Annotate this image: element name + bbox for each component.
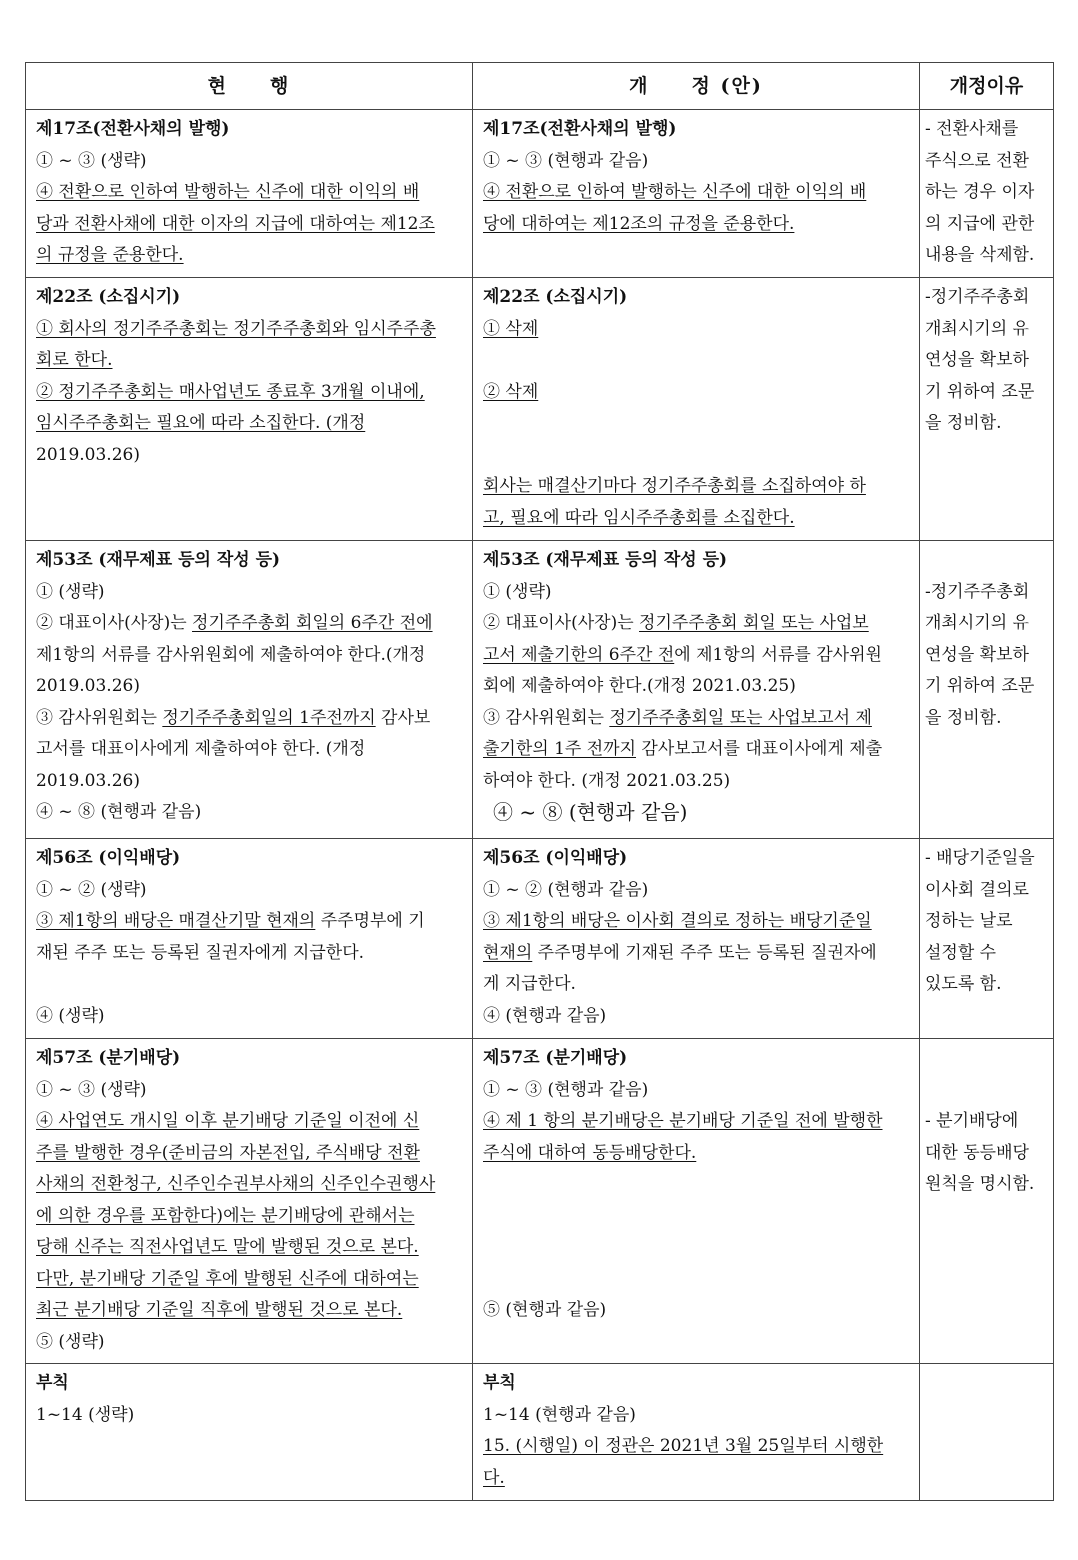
article-title: 제53조 (재무제표 등의 작성 등)	[483, 550, 728, 570]
table-row	[26, 110, 1054, 278]
table-row	[26, 839, 1054, 1039]
article-title: 제56조 (이익배당)	[36, 848, 181, 868]
revised-cell	[473, 110, 920, 278]
reason-cell	[920, 1364, 1054, 1501]
clause-line: 1~14 (현행과 같음)	[483, 1404, 636, 1425]
current-cell	[26, 839, 473, 1039]
clause-text: 에 제1항의 서류를 감사위원	[674, 644, 882, 665]
clause-line: 재된 주주 또는 등록된 질권자에게 지급한다.	[36, 942, 365, 963]
reason-line: 을 정비함.	[925, 707, 1002, 728]
reason-cell	[920, 839, 1054, 1039]
amended-text: 최근 분기배당 기준일 직후에 발행된 것으로 본다.	[36, 1300, 403, 1320]
reason-line: 원칙을 명시함.	[925, 1174, 1035, 1194]
clause-line: ① (생략)	[36, 581, 105, 602]
amended-text: 주를 발행한 경우(준비금의 자본전입, 주식배당 전환	[36, 1142, 420, 1163]
reason-line: 있도록 함.	[925, 974, 1002, 994]
amended-text: ② 삭제	[483, 381, 539, 402]
reason-line: 이사회 결의로	[925, 879, 1029, 900]
clause-line: ④ ~ ⑧ (현행과 같음)	[36, 802, 202, 822]
clause-line: 고서를 대표이사에게 제출하여야 한다. (개정	[36, 739, 366, 759]
article-title: 제17조(전환사채의 발행)	[483, 119, 677, 139]
clause-text: 감사보	[375, 707, 431, 728]
article-title: 제57조 (분기배당)	[36, 1048, 181, 1068]
clause-line: ④ ~ ⑧ (현행과 같음)	[493, 800, 688, 824]
clause-line: 2019.03.26)	[36, 676, 140, 696]
clause-text: ③ 감사위원회는	[483, 707, 610, 728]
amended-text: ③ 제1항의 배당은 이사회 결의로 정하는 배당기준일	[483, 911, 872, 931]
reason-line: 정하는 날로	[925, 911, 1013, 931]
header-reason: 개정이유	[920, 63, 1054, 110]
clause-line: 2019.03.26)	[36, 770, 140, 791]
amended-text: 고, 필요에 따라 임시주주총회를 소집한다.	[483, 507, 795, 528]
current-cell	[26, 1364, 473, 1501]
table-row	[26, 278, 1054, 541]
revised-cell	[473, 278, 920, 541]
current-cell	[26, 110, 473, 278]
article-title: 제53조 (재무제표 등의 작성 등)	[36, 550, 281, 570]
reason-line: 주식으로 전환	[925, 150, 1029, 171]
amended-text: 고서 제출기한의 6주간 전	[483, 644, 675, 665]
article-title: 제56조 (이익배당)	[483, 848, 628, 868]
amended-text: 다만, 분기배당 기준일 후에 발행된 신주에 대하여는	[36, 1268, 419, 1289]
clause-line: ④ (생략)	[36, 1005, 105, 1026]
reason-line: 설정할 수	[925, 942, 997, 963]
reason-line: - 전환사채를	[925, 119, 1019, 139]
amended-text: 다.	[483, 1467, 505, 1488]
clause-line: 게 지급한다.	[483, 974, 576, 994]
revised-cell	[473, 1039, 920, 1364]
amended-text: ① 삭제	[483, 318, 539, 339]
reason-line: 연성을 확보하	[925, 350, 1029, 370]
amended-text: 정기주주총회일의 1주전까지	[162, 707, 376, 728]
clause-line: 제1항의 서류를 감사위원회에 제출하여야 한다.(개정	[36, 644, 426, 665]
clause-line: 하여야 한다. (개정 2021.03.25)	[483, 770, 731, 791]
clause-text: ② 대표이사(사장)는	[483, 613, 640, 633]
article-title: 부칙	[36, 1373, 69, 1393]
amended-text: ④ 전환으로 인하여 발행하는 신주에 대한 이익의 배	[36, 182, 420, 202]
amended-text: 정기주주총회 회일 또는 사업보	[639, 613, 869, 633]
clause-text: ② 대표이사(사장)는	[36, 613, 193, 633]
header-revised: 개 정 (안)	[473, 63, 920, 110]
amended-text: 임시주주총회는 필요에 따라 소집한다. (개정	[36, 413, 366, 433]
header-row	[26, 63, 1054, 110]
reason-line: 내용을 삭제함.	[925, 245, 1035, 265]
amended-text: ④ 사업연도 개시일 이후 분기배당 기준일 이전에 신	[36, 1111, 420, 1131]
amended-text: 출기한의 1주 전까지	[483, 739, 636, 759]
clause-line: ④ (현행과 같음)	[483, 1005, 607, 1026]
clause-line: ⑤ (생략)	[36, 1331, 105, 1352]
article-title: 제17조(전환사채의 발행)	[36, 119, 230, 139]
amended-text: 현재의	[483, 942, 533, 963]
current-cell	[26, 1039, 473, 1364]
amendment-comparison-table	[25, 62, 1054, 1501]
amended-text: 회사는 매결산기마다 정기주주총회를 소집하여야 하	[483, 476, 866, 496]
clause-text: 주주명부에 기재된 주주 또는 등록된 질권자에	[532, 942, 877, 963]
reason-cell	[920, 1039, 1054, 1364]
amended-text: ④ 전환으로 인하여 발행하는 신주에 대한 이익의 배	[483, 182, 867, 202]
reason-line: 기 위하여 조문	[925, 381, 1035, 402]
reason-line: 개최시기의 유	[925, 318, 1029, 339]
reason-line: - 배당기준일을	[925, 848, 1035, 868]
table-row	[26, 1364, 1054, 1501]
clause-line: ① ~ ③ (현행과 같음)	[483, 150, 649, 171]
amended-text: ④ 제 1 항의 분기배당은 분기배당 기준일 전에 발행한	[483, 1111, 883, 1131]
amended-text: 정기주주총회 회일의 6주간 전에	[192, 613, 433, 633]
reason-line: 의 지급에 관한	[925, 213, 1035, 234]
article-title: 제57조 (분기배당)	[483, 1048, 628, 1068]
clause-text: ③ 감사위원회는	[36, 707, 163, 728]
article-title: 제22조 (소집시기)	[483, 287, 628, 307]
amended-text: ② 정기주주총회는 매사업년도 종료후 3개월 이내에,	[36, 381, 425, 402]
article-title: 제22조 (소집시기)	[36, 287, 181, 307]
amended-text: 당과 전환사채에 대한 이자의 지급에 대하여는 제12조	[36, 213, 435, 234]
amended-text: 15. (시행일) 이 정관은 2021년 3월 25일부터 시행한	[483, 1436, 884, 1456]
table-row	[26, 1039, 1054, 1364]
reason-line: 연성을 확보하	[925, 644, 1029, 665]
reason-line: 하는 경우 이자	[925, 182, 1035, 202]
current-cell	[26, 541, 473, 839]
article-title: 부칙	[483, 1373, 516, 1393]
reason-line: 대한 동등배당	[925, 1142, 1029, 1163]
clause-line: ⑤ (현행과 같음)	[483, 1300, 607, 1320]
reason-cell	[920, 278, 1054, 541]
amended-text: 당에 대하여는 제12조의 규정을 준용한다.	[483, 213, 795, 234]
amended-text: 의 규정을 준용한다.	[36, 245, 184, 265]
revised-cell	[473, 541, 920, 839]
reason-cell	[920, 541, 1054, 839]
clause-line: ① ~ ② (현행과 같음)	[483, 879, 649, 900]
clause-text: 감사보고서를 대표이사에게 제출	[636, 739, 883, 759]
reason-line: 개최시기의 유	[925, 613, 1029, 633]
amended-text: ① 회사의 정기주주총회는 정기주주총회와 임시주주총	[36, 318, 436, 339]
amended-text: ③ 제1항의 배당은 매결산기말 현재의	[36, 911, 316, 931]
clause-line: ① ~ ③ (생략)	[36, 1079, 147, 1100]
revised-cell	[473, 839, 920, 1039]
reason-line: 기 위하여 조문	[925, 676, 1035, 696]
amended-text: 정기주주총회일 또는 사업보고서 제	[609, 707, 872, 728]
reason-line: - 분기배당에	[925, 1111, 1019, 1131]
table-row	[26, 541, 1054, 839]
header-current: 현 행	[26, 63, 473, 110]
current-cell	[26, 278, 473, 541]
clause-line: ① ~ ③ (현행과 같음)	[483, 1079, 649, 1100]
amended-text: 사채의 전환청구, 신주인수권부사채의 신주인수권행사	[36, 1174, 436, 1194]
reason-line: -정기주주총회	[925, 581, 1030, 602]
reason-line: 을 정비함.	[925, 413, 1002, 433]
clause-line: 회에 제출하여야 한다.(개정 2021.03.25)	[483, 676, 796, 696]
revised-cell	[473, 1364, 920, 1501]
clause-line: ① ~ ③ (생략)	[36, 150, 147, 171]
reason-cell	[920, 110, 1054, 278]
clause-line: 2019.03.26)	[36, 444, 140, 465]
amended-text: 에 의한 경우를 포함한다)에는 분기배당에 관해서는	[36, 1205, 415, 1226]
amended-text: 당해 신주는 직전사업년도 말에 발행된 것으로 본다.	[36, 1237, 419, 1257]
clause-text: 주주명부에 기	[315, 911, 425, 931]
amended-text: 주식에 대하여 동등배당한다.	[483, 1142, 697, 1163]
amended-text: 회로 한다.	[36, 350, 113, 370]
clause-line: ① ~ ② (생략)	[36, 879, 147, 900]
reason-line: -정기주주총회	[925, 287, 1030, 307]
clause-line: 1~14 (생략)	[36, 1404, 135, 1425]
clause-line: ① (생략)	[483, 581, 552, 602]
